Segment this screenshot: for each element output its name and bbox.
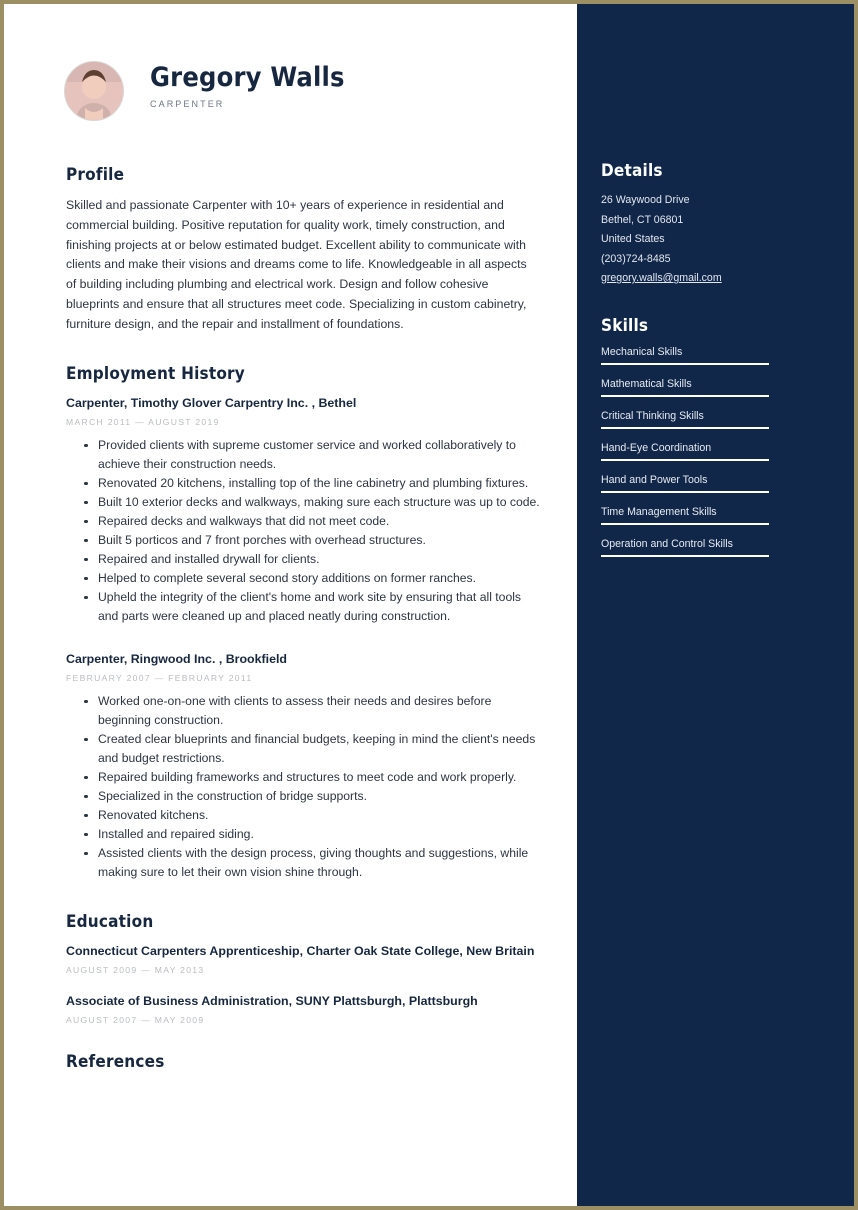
skill-level-bar [601,459,769,461]
details-heading: Details [601,161,663,181]
detail-email-link[interactable]: gregory.walls@gmail.com [601,272,722,284]
profile-photo [64,61,124,121]
candidate-job-title: CARPENTER [150,99,225,109]
employment-entry [66,651,542,882]
profile-heading: Profile [66,165,125,185]
education-program: Associate of Business Administration, SUNY Plattsburgh, Plattsburgh [66,993,478,1008]
list-item: Repaired building frameworks and structures to meet code and work properly. [84,768,542,787]
resume-sidebar [577,4,854,1206]
references-heading: References [66,1051,165,1072]
skill-level-bar [601,523,769,525]
employment-entry [66,395,542,626]
education-entry [66,993,542,1025]
page-border-right [854,0,858,1210]
list-item: Worked one-on-one with clients to assess their needs and desires before beginning construction. [84,692,542,730]
employment-section [66,364,542,882]
resume-main-column [4,4,577,1206]
education-dates: AUGUST 2007 — MAY 2009 [66,1014,205,1025]
resume-header [64,61,577,123]
name-block [150,61,577,109]
job-title-company: Carpenter, Timothy Glover Carpentry Inc. , Bethel [66,395,357,410]
list-item: Repaired and installed drywall for clients. [84,550,542,569]
skill-label: Mathematical Skills [601,377,692,390]
detail-address-country: United States [601,233,665,245]
skill-label: Hand-Eye Coordination [601,441,712,454]
skills-section [601,316,830,557]
skill-item [601,378,830,397]
skill-label: Mechanical Skills [601,345,683,358]
list-item: Built 10 exterior decks and walkways, making sure each structure was up to code. [84,493,542,512]
job-dates: MARCH 2011 — AUGUST 2019 [66,416,220,427]
details-section [601,161,830,289]
list-item: Installed and repaired siding. [84,825,542,844]
list-item: Upheld the integrity of the client's home and work site by ensuring that all tools and parts were cleaned up and placed neatly during construction. [84,588,542,626]
detail-address-street: 26 Waywood Drive [601,194,690,206]
skill-level-bar [601,427,769,429]
references-section [66,1052,542,1072]
skill-label: Critical Thinking Skills [601,409,704,422]
list-item: Helped to complete several second story additions on former ranches. [84,569,542,588]
skill-label: Operation and Control Skills [601,537,733,550]
list-item: Renovated 20 kitchens, installing top of the line cabinetry and plumbing fixtures. [84,474,542,493]
skill-level-bar [601,395,769,397]
skill-level-bar [601,491,769,493]
list-item: Renovated kitchens. [84,806,542,825]
list-item: Repaired decks and walkways that did not meet code. [84,512,542,531]
skill-item [601,474,830,493]
skill-item [601,442,830,461]
skill-level-bar [601,555,769,557]
list-item: Assisted clients with the design process, giving thoughts and suggestions, while making sure to let their own vision shine through. [84,844,542,882]
skill-item [601,538,830,557]
skill-item [601,506,830,525]
job-title-company: Carpenter, Ringwood Inc. , Brookfield [66,651,287,666]
skill-item [601,410,830,429]
education-program: Connecticut Carpenters Apprenticeship, Charter Oak State College, New Britain [66,943,535,958]
list-item: Specialized in the construction of bridge supports. [84,787,542,806]
education-dates: AUGUST 2009 — MAY 2013 [66,964,205,975]
skills-heading: Skills [601,315,649,336]
education-heading: Education [66,911,154,932]
employment-heading: Employment History [66,363,245,384]
profile-section [66,165,542,335]
detail-phone: (203)724-8485 [601,252,671,265]
skill-level-bar [601,363,769,365]
skill-label: Time Management Skills [601,505,717,518]
list-item: Built 5 porticos and 7 front porches with overhead structures. [84,531,542,550]
list-item: Created clear blueprints and financial budgets, keeping in mind the client's needs and budget restrictions. [84,730,542,768]
job-dates: FEBRUARY 2007 — FEBRUARY 2011 [66,672,253,683]
candidate-name: Gregory Walls [150,62,345,93]
education-entry [66,943,542,975]
education-section [66,912,542,1025]
profile-text: Skilled and passionate Carpenter with 10+ years of experience in residential and commercial building. Positive reputation for quality work, timely construction, and finishing projects at or below estimated budget. Excellent ability to communicate with clients and make their visions and dreams come to life. Knowledgeable in all aspects of building including plumbing and electrical work. Design and follow cohesive blueprints and ensure that all structures meet code. Specializing in custom cabinetry, furniture design, and the repair and installment of foundations. [66,198,527,331]
list-item: Provided clients with supreme customer service and worked collaboratively to achieve their construction needs. [84,436,542,474]
skill-label: Hand and Power Tools [601,473,708,486]
skill-item [601,346,830,365]
detail-address-city: Bethel, CT 06801 [601,213,684,226]
job-bullets [66,692,542,882]
page-border-bottom [0,1206,858,1210]
job-bullets [66,436,542,626]
